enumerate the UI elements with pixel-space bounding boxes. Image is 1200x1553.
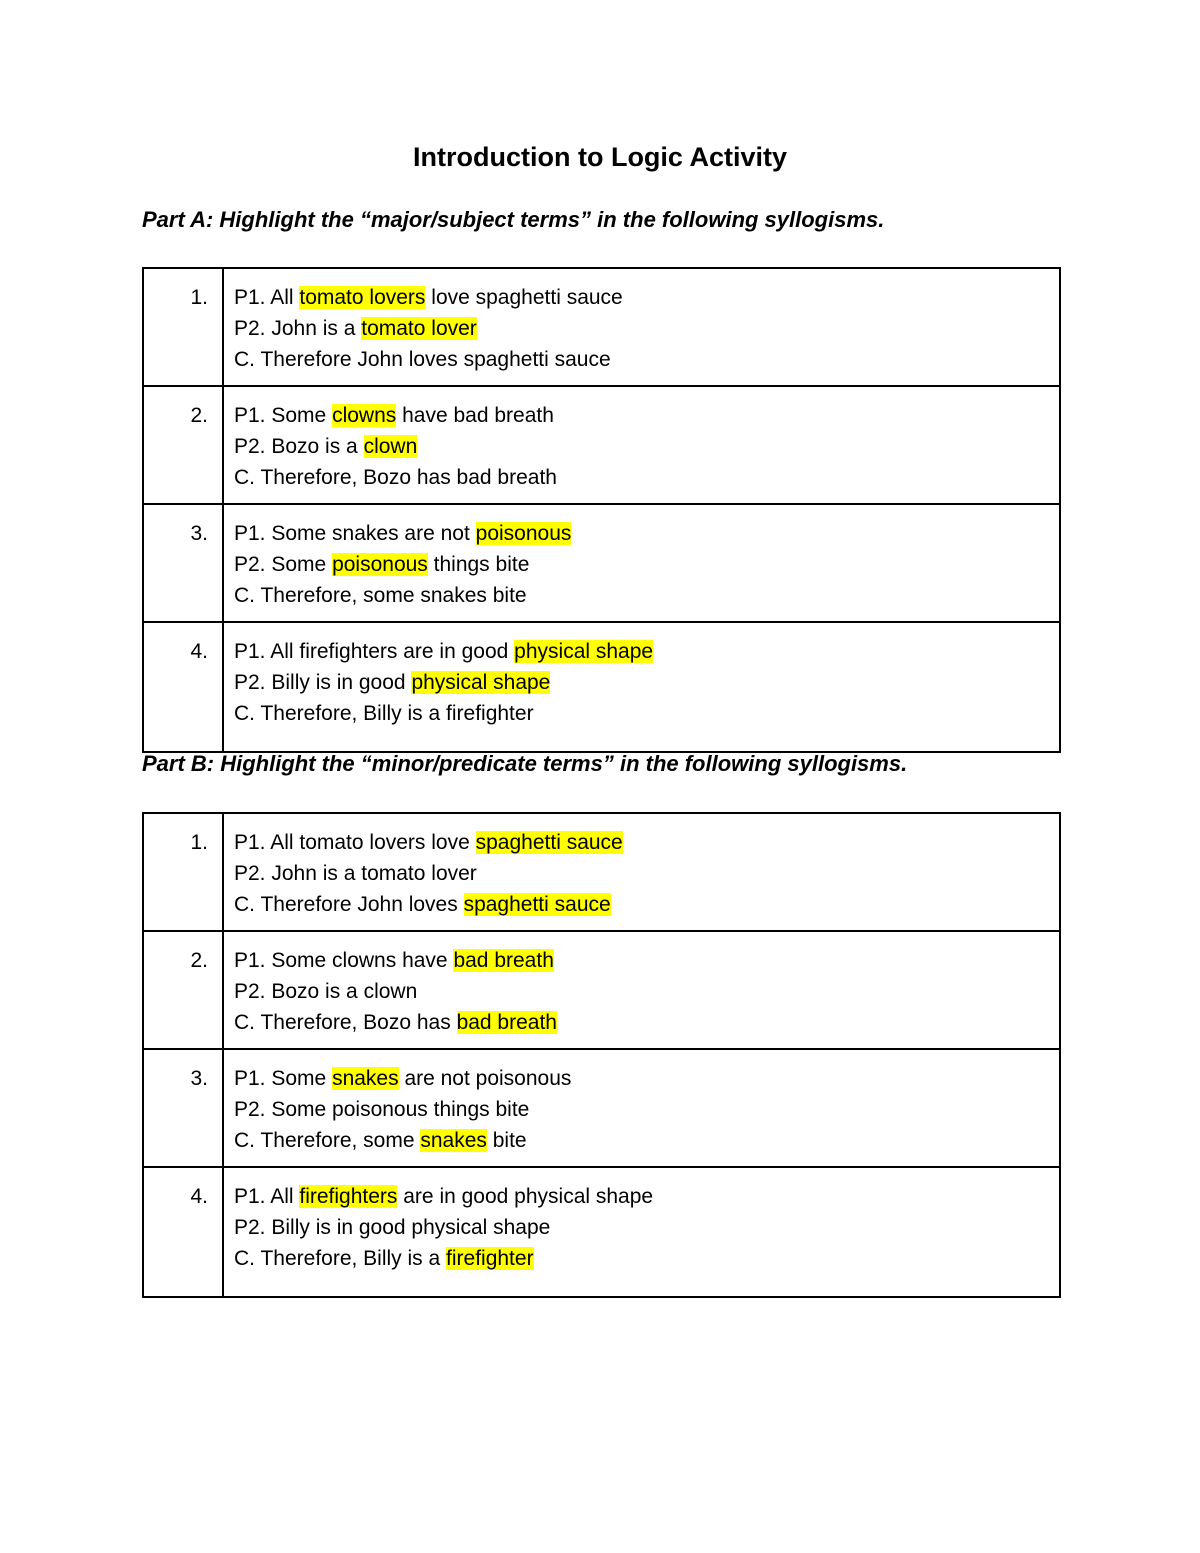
statement-text: have bad breath [396,404,554,427]
statement-text: bite [486,1129,527,1152]
highlighted-term: physical shape [411,671,551,694]
premise-line [234,667,1059,698]
statement-text: P2. John is a tomato lover [234,862,477,885]
statement-text: are not poisonous [398,1067,572,1090]
syllogism-statements [223,504,1060,622]
syllogism-statements [223,813,1060,931]
part-b-heading: Part B: Highlight the “minor/predicate terms” in the following syllogisms. [142,751,908,776]
syllogism-row [143,386,1060,504]
highlighted-term: firefighters [299,1185,398,1208]
conclusion-line [234,1125,1059,1156]
premise-line [234,400,1059,431]
conclusion-line [234,698,1059,729]
conclusion-line [234,1007,1059,1038]
statement-text: P1. Some [234,404,333,427]
premise-line [234,1181,1059,1212]
syllogism-row [143,268,1060,386]
statement-text: P1. All firefighters are in good [234,640,515,663]
premise-line [234,1063,1059,1094]
highlighted-term: firefighter [446,1247,534,1270]
syllogism-row [143,931,1060,1049]
highlighted-term: snakes [420,1129,487,1152]
highlighted-term: clown [363,435,418,458]
premise-line [234,945,1059,976]
statement-text: P1. Some snakes are not [234,522,476,545]
statement-text: C. Therefore, some [234,1129,421,1152]
premise-line [234,858,1059,889]
part-a-syllogism-table [142,267,1061,753]
premise-line [234,636,1059,667]
page-title: Introduction to Logic Activity [413,142,787,172]
statement-text: P2. Billy is in good physical shape [234,1216,551,1239]
statement-text: C. Therefore John loves [234,893,464,916]
statement-text: C. Therefore John loves spaghetti sauce [234,348,611,371]
statement-text: P1. All tomato lovers love [234,831,476,854]
highlighted-term: bad breath [453,949,554,972]
statement-text: are in good physical shape [397,1185,654,1208]
premise-line [234,549,1059,580]
highlighted-term: poisonous [332,553,428,576]
item-number: 2. [143,386,223,504]
syllogism-row [143,813,1060,931]
statement-text: P2. Bozo is a clown [234,980,418,1003]
highlighted-term: tomato lover [361,317,477,340]
syllogism-statements [223,268,1060,386]
statement-text: C. Therefore, Billy is a firefighter [234,702,534,725]
premise-line [234,518,1059,549]
highlighted-term: clowns [332,404,397,427]
statement-text: P2. John is a [234,317,362,340]
syllogism-statements [223,1167,1060,1297]
conclusion-line [234,462,1059,493]
syllogism-row [143,622,1060,752]
highlighted-term: physical shape [514,640,654,663]
statement-text: P2. Some [234,553,333,576]
syllogism-statements [223,386,1060,504]
statement-text: C. Therefore, some snakes bite [234,584,527,607]
statement-text: C. Therefore, Bozo has bad breath [234,466,557,489]
premise-line [234,976,1059,1007]
highlighted-term: spaghetti sauce [475,831,623,854]
item-number: 4. [143,622,223,752]
syllogism-row [143,504,1060,622]
highlighted-term: snakes [332,1067,399,1090]
statement-text: P1. Some clowns have [234,949,454,972]
highlighted-term: poisonous [475,522,572,545]
statement-text: P2. Bozo is a [234,435,364,458]
item-number: 4. [143,1167,223,1297]
syllogism-statements [223,1049,1060,1167]
syllogism-row [143,1167,1060,1297]
statement-text: things bite [427,553,530,576]
syllogism-row [143,1049,1060,1167]
conclusion-line [234,1243,1059,1274]
item-number: 3. [143,504,223,622]
premise-line [234,827,1059,858]
item-number: 3. [143,1049,223,1167]
highlighted-term: spaghetti sauce [463,893,611,916]
statement-text: love spaghetti sauce [425,286,623,309]
item-number: 1. [143,813,223,931]
item-number: 2. [143,931,223,1049]
statement-text: P1. All [234,286,300,309]
highlighted-term: tomato lovers [299,286,426,309]
syllogism-statements [223,931,1060,1049]
conclusion-line [234,344,1059,375]
part-b-syllogism-table [142,812,1061,1298]
part-a-heading: Part A: Highlight the “major/subject terms” in the following syllogisms. [142,207,885,232]
statement-text: P2. Some poisonous things bite [234,1098,530,1121]
statement-text: C. Therefore, Billy is a [234,1247,447,1270]
statement-text: P1. All [234,1185,300,1208]
item-number: 1. [143,268,223,386]
statement-text: P1. Some [234,1067,333,1090]
conclusion-line [234,580,1059,611]
premise-line [234,1094,1059,1125]
statement-text: C. Therefore, Bozo has [234,1011,457,1034]
premise-line [234,431,1059,462]
syllogism-statements [223,622,1060,752]
highlighted-term: bad breath [456,1011,557,1034]
conclusion-line [234,889,1059,920]
premise-line [234,1212,1059,1243]
premise-line [234,313,1059,344]
premise-line [234,282,1059,313]
statement-text: P2. Billy is in good [234,671,412,694]
